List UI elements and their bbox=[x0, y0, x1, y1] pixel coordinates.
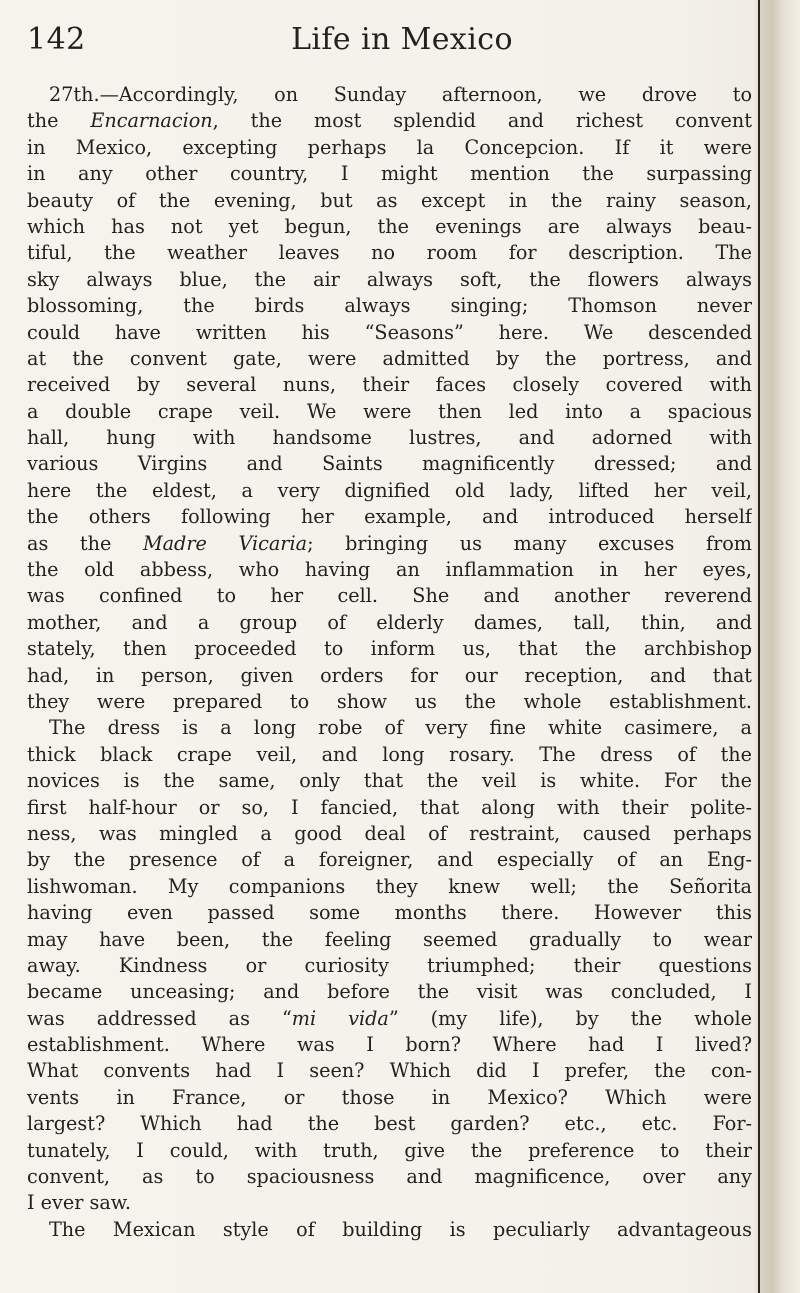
text-line: establishment. Where was I born? Where had I lived? bbox=[27, 1033, 752, 1057]
text-line: ness, was mingled a good deal of restraint, caused perhaps bbox=[27, 821, 752, 845]
text-line: first half-hour or so, I fancied, that along with their polite- bbox=[27, 795, 752, 819]
text-line: 27th.—Accordingly, on Sunday afternoon, we drove to bbox=[49, 83, 752, 106]
text-line: a double crape veil. We were then led into a spacious bbox=[27, 399, 752, 423]
running-head: Life in Mexico bbox=[291, 22, 513, 57]
page-header bbox=[27, 22, 757, 68]
text-line: convent, as to spaciousness and magnificence, over any bbox=[27, 1165, 752, 1189]
text-line: various Virgins and Saints magnificently dressed; and bbox=[27, 452, 752, 476]
text-line: largest? Which had the best garden? etc., etc. For- bbox=[27, 1112, 752, 1136]
text-line: hall, hung with handsome lustres, and adorned with bbox=[27, 426, 752, 450]
text-line: they were prepared to show us the whole establishment. bbox=[27, 689, 752, 713]
text-line: was confined to her cell. She and another reverend bbox=[27, 584, 752, 608]
text-line: lishwoman. My companions they knew well; the Señorita bbox=[27, 874, 752, 898]
text-line: having even passed some months there. However this bbox=[27, 901, 752, 925]
text-line: tunately, I could, with truth, give the preference to their bbox=[27, 1138, 752, 1162]
text-line: beauty of the evening, but as except in the rainy season, bbox=[27, 188, 752, 212]
text-line: thick black crape veil, and long rosary. The dress of the bbox=[27, 742, 752, 766]
text-line: sky always blue, the air always soft, the flowers always bbox=[27, 267, 752, 291]
text-line: I ever saw. bbox=[27, 1191, 132, 1215]
body-text bbox=[27, 82, 752, 1243]
text-line: the Encarnacion, the most splendid and richest convent bbox=[27, 109, 752, 133]
text-line: may have been, the feeling seemed gradually to wear bbox=[27, 927, 752, 951]
text-line: as the Madre Vicaria; bringing us many excuses from bbox=[27, 531, 752, 555]
text-line: could have written his “Seasons” here. We descended bbox=[27, 320, 752, 344]
text-line: novices is the same, only that the veil is white. For the bbox=[27, 769, 752, 793]
text-line: mother, and a group of elderly dames, tall, thin, and bbox=[27, 610, 752, 634]
text-line: stately, then proceeded to inform us, that the archbishop bbox=[27, 637, 752, 661]
text-line: The dress is a long robe of very fine white casimere, a bbox=[49, 716, 752, 740]
text-line: tiful, the weather leaves no room for description. The bbox=[27, 241, 752, 265]
text-line: here the eldest, a very dignified old lady, lifted her veil, bbox=[27, 478, 752, 502]
text-line: vents in France, or those in Mexico? Which were bbox=[27, 1085, 752, 1109]
text-line: away. Kindness or curiosity triumphed; their questions bbox=[27, 953, 752, 977]
adjacent-page-edge bbox=[758, 0, 800, 1293]
text-line: blossoming, the birds always singing; Thomson never bbox=[27, 294, 752, 318]
text-line: had, in person, given orders for our reception, and that bbox=[27, 663, 752, 687]
page-number: 142 bbox=[27, 22, 86, 57]
text-line: What convents had I seen? Which did I prefer, the con- bbox=[27, 1059, 752, 1083]
text-line: the others following her example, and introduced herself bbox=[27, 505, 752, 529]
text-line: in any other country, I might mention the surpassing bbox=[27, 162, 752, 186]
text-line: was addressed as “mi vida” (my life), by the whole bbox=[27, 1006, 752, 1030]
text-line: became unceasing; and before the visit was concluded, I bbox=[27, 980, 752, 1004]
text-line: by the presence of a foreigner, and especially of an Eng- bbox=[27, 848, 752, 872]
text-line: The Mexican style of building is peculiarly advantageous bbox=[49, 1217, 752, 1241]
text-line: in Mexico, excepting perhaps la Concepcion. If it were bbox=[27, 135, 752, 159]
text-line: received by several nuns, their faces closely covered with bbox=[27, 373, 752, 397]
text-line: the old abbess, who having an inflammation in her eyes, bbox=[27, 558, 752, 582]
text-line: at the convent gate, were admitted by the portress, and bbox=[27, 346, 752, 370]
text-line: which has not yet begun, the evenings are always beau- bbox=[27, 214, 752, 238]
